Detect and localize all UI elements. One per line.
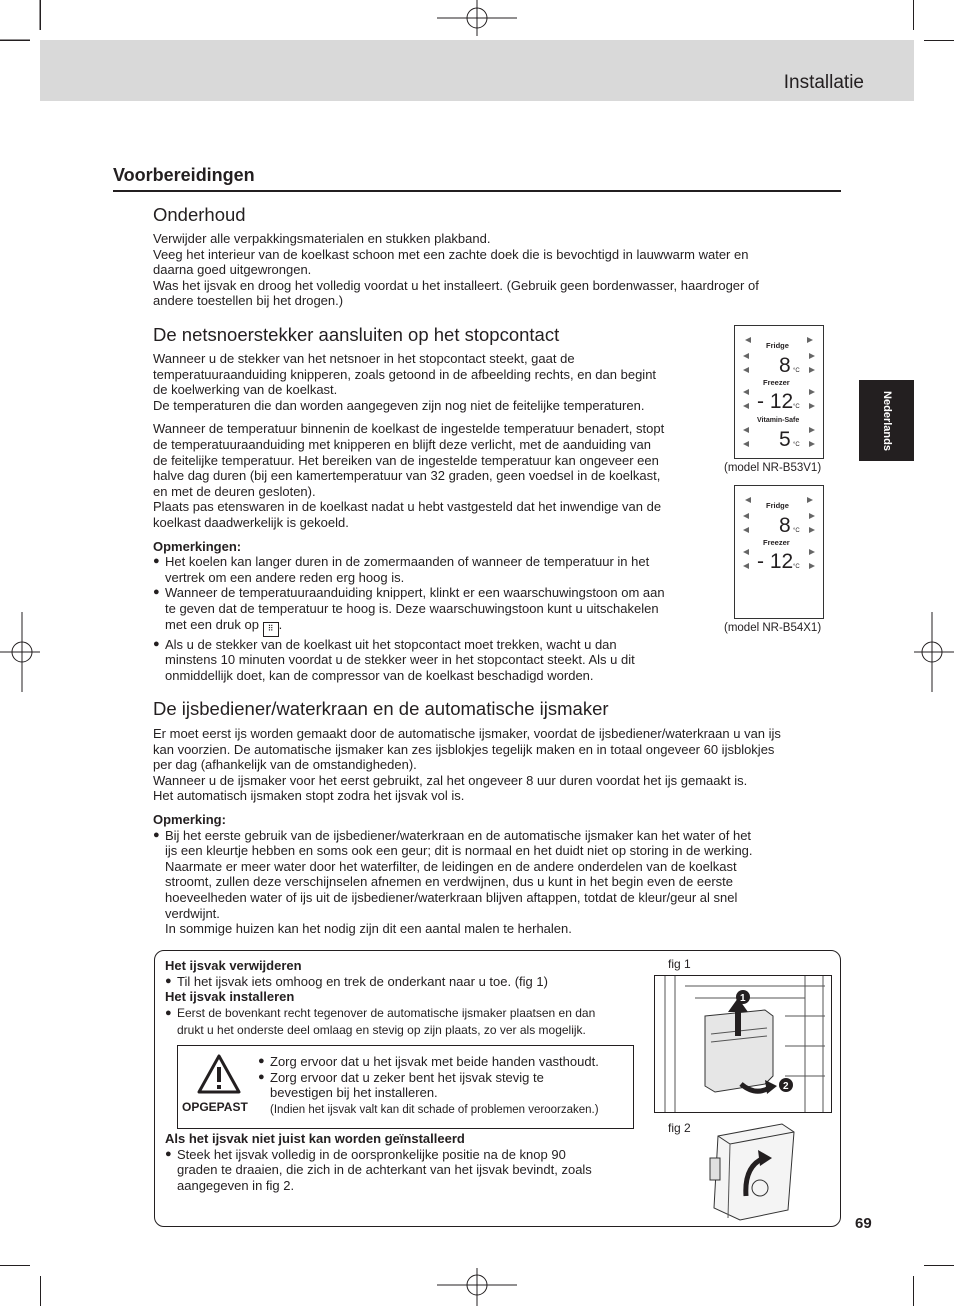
display-panel-b54x1 xyxy=(734,485,824,619)
remove-item xyxy=(165,974,655,990)
fig2-caption: fig 2 xyxy=(668,1121,691,1135)
text-line: Naarmate er meer water door het waterfilter, de leidingen en de andere onderdelen van de koelkast xyxy=(165,858,737,874)
text-fragment: . xyxy=(278,616,283,632)
fridge-temp: 8 xyxy=(779,354,791,377)
freezer-label: Freezer xyxy=(763,378,790,387)
warning-icon xyxy=(197,1054,241,1094)
text-line: drukt u het onderste deel omlaag en stevig op zijn plaats, zo ver als mogelijk. xyxy=(177,1022,586,1037)
section-title: Voorbereidingen xyxy=(113,165,255,185)
display-illustration xyxy=(735,326,823,458)
text-line: andere toestellen bij het drogen.) xyxy=(153,293,344,309)
note-title: Opmerking: xyxy=(153,811,226,827)
install-item xyxy=(165,1005,655,1039)
text-fragment: met een druk op xyxy=(165,616,259,632)
note-item xyxy=(153,637,723,684)
text-line: onmiddellijk doet, kan de compressor van de koelkast beschadigd worden. xyxy=(165,667,594,683)
ijsmaker-text xyxy=(153,726,845,937)
text-line: ● Wanneer de temperatuuraanduiding knippert, klinkt er een waarschuwingstoon om aan xyxy=(165,585,665,601)
text-line: ● Zorg ervoor dat u het ijsvak met beide handen vasthoudt. xyxy=(270,1054,599,1069)
fig2-illustration xyxy=(700,1118,800,1223)
note-item xyxy=(153,554,723,585)
ice-bin-remove-install xyxy=(165,958,655,1039)
page-number: 69 xyxy=(855,1215,872,1232)
freezer-temp: - 12 xyxy=(757,550,794,573)
unit-label: °C xyxy=(793,368,800,374)
text-line: daarna goed uitgewrongen. xyxy=(153,262,312,278)
text-line: Veeg het interieur van de koelkast schoon met een zachte doek die is bevochtigd in lauwwarm water en xyxy=(153,246,749,262)
text-line: koelkast daadwerkelijk is gekoeld. xyxy=(153,514,349,530)
remove-title: Het ijsvak verwijderen xyxy=(165,958,302,973)
freezer-temp: - 12 xyxy=(757,390,794,413)
text-line xyxy=(165,617,723,637)
onderhoud-heading: Onderhoud xyxy=(153,204,246,225)
vitamin-safe-label: Vitamin-Safe xyxy=(757,417,800,424)
note-item xyxy=(153,828,845,937)
install-title: Het ijsvak installeren xyxy=(165,989,295,1005)
text-line: De temperaturen die dan worden aangegeven zijn nog niet de feitelijke temperaturen. xyxy=(153,397,645,413)
text-line: temperatuuraanduiding knipperen, zoals getoond in de afbeelding rechts, en dan begint xyxy=(153,366,657,382)
unit-label: °C xyxy=(793,442,800,448)
unit-label: °C xyxy=(793,404,800,410)
netsnoer-heading: De netsnoerstekker aansluiten op het stopcontact xyxy=(153,324,560,345)
fig1-illustration xyxy=(654,975,832,1113)
text-line: kan voorzien. De automatische ijsmaker kan zes ijsblokjes tegelijk maken en in totaal ongeveer 60 ijsblokjes xyxy=(153,741,775,757)
text-line: per dag (afhankelijk van de omstandigheden). xyxy=(153,757,417,773)
ijsmaker-heading: De ijsbediener/waterkraan en de automatische ijsmaker xyxy=(153,698,609,719)
ice-bin-wrong-install xyxy=(165,1131,645,1193)
text-line: hoeveelheden water of ijs uit de ijsbediener/waterkraan blijven aftappen, totdat de kleur/geur al snel xyxy=(165,889,738,905)
header-bar xyxy=(40,40,914,101)
netsnoer-text xyxy=(153,351,723,683)
text-line: Wanneer u de ijsmaker voor het eerst gebruikt, zal het ongeveer 8 uur duren voordat het ijs gemaakt is. xyxy=(153,772,748,788)
text-line: vertrek om een andere reden erg hoog is. xyxy=(165,569,405,585)
text-line: Er moet eerst ijs worden gemaakt door de automatische ijsmaker, voordat de ijsbediener/waterkraan u van ijs xyxy=(153,726,781,741)
text-line: ● Zorg ervoor dat u zeker bent het ijsvak stevig te xyxy=(270,1069,544,1085)
vitamin-safe-temp: 5 xyxy=(779,428,791,451)
text-line: Was het ijsvak en droog het volledig voordat u het installeert. (Gebruik geen bordenwasser, haardroger of xyxy=(153,277,759,293)
alarm-button-icon: ⠿ xyxy=(263,622,279,637)
notes-title: Opmerkingen: xyxy=(153,538,242,554)
text-line: Wanneer u de stekker van het netsnoer in het stopcontact steekt, gaat de xyxy=(153,351,575,366)
language-tab xyxy=(859,380,914,461)
text-line: ● Bij het eerste gebruik van de ijsbediener/waterkraan en de automatische ijsmaker kan het water of het xyxy=(165,827,752,843)
text-line: de feitelijke temperatuur. Het bereiken van de ingestelde temperatuur kan ongeveer een xyxy=(153,452,659,468)
text-line: ijs een kleurtje hebben en soms ook een geur; dit is normaal en het duidt niet op storing in de werking. xyxy=(165,843,753,859)
freezer-label: Freezer xyxy=(763,538,790,547)
text-line: ● Steek het ijsvak volledig in de oorspronkelijke positie na de knop 90 xyxy=(177,1146,566,1162)
caution-item xyxy=(258,1070,628,1101)
fridge-label: Fridge xyxy=(766,501,789,510)
section-divider xyxy=(113,190,841,192)
chapter-title: Installatie xyxy=(783,72,864,93)
text-line: graden te draaien, die zich in de achterkant van het ijsvak bevindt, zoals xyxy=(177,1162,592,1178)
unit-label: °C xyxy=(793,528,800,534)
caution-item xyxy=(258,1054,628,1070)
text-line: de temperatuuraanduiding met knipperen en blijft deze verlicht, met de aanduiding van xyxy=(153,436,651,452)
text-line: In sommige huizen kan het nodig zijn dit een aantal malen te herhalen. xyxy=(165,921,572,937)
caution-box xyxy=(177,1045,634,1129)
text-line: Plaats pas etenswaren in de koelkast nadat u hebt vastgesteld dat het inwendige van de xyxy=(153,499,662,515)
text-line: bevestigen bij het installeren. xyxy=(270,1085,438,1101)
fridge-label: Fridge xyxy=(766,341,789,350)
fig1-caption: fig 1 xyxy=(668,957,691,971)
panel1-caption: (model NR-B53V1) xyxy=(724,462,822,474)
text-line: ● Til het ijsvak iets omhoog en trek de onderkant naar u toe. (fig 1) xyxy=(177,973,548,989)
text-line: ● Het koelen kan langer duren in de zomermaanden of wanneer de temperatuur in het xyxy=(165,554,650,570)
unit-label: °C xyxy=(793,564,800,570)
panel2-caption: (model NR-B54X1) xyxy=(724,622,822,634)
text-line: te geven dat de temperatuur te hoog is. Deze waarschuwingstoon kunt u uitschakelen xyxy=(165,600,659,616)
text-line: aangegeven in fig 2. xyxy=(177,1177,295,1193)
caution-text xyxy=(258,1054,628,1119)
ice-bin-knob-drawing xyxy=(700,1118,800,1223)
text-line: stroomt, zullen deze verschijnselen afnemen en verdwijnen, dus u kunt in het begin even de eerste xyxy=(165,874,734,890)
text-line: halve dag duren (bij een kamertemperatuur van 32 graden, geen voedsel in de koelkast, xyxy=(153,468,661,484)
caution-note: (Indien het ijsvak valt kan dit schade of problemen veroorzaken.) xyxy=(270,1103,599,1116)
caution-label: OPGEPAST xyxy=(182,1100,248,1114)
text-line: de koelwerking van de koelkast. xyxy=(153,382,338,398)
onderhoud-text xyxy=(153,231,843,309)
note-item xyxy=(153,585,723,636)
step-2-marker: 2 xyxy=(783,1081,789,1092)
text-line: ● Als u de stekker van de koelkast uit het stopcontact moet trekken, wacht u dan xyxy=(165,636,617,652)
text-line: verdwijnt. xyxy=(165,905,220,921)
text-line: Het automatisch ijsmaken stopt zodra het ijsvak vol is. xyxy=(153,788,465,804)
wrong-install-title: Als het ijsvak niet juist kan worden geïnstalleerd xyxy=(165,1131,465,1146)
text-line: en met de deuren gesloten). xyxy=(153,483,316,499)
text-line: ● Eerst de bovenkant recht tegenover de automatische ijsmaker plaatsen en dan xyxy=(177,1005,596,1020)
text-line: minstens 10 minuten voordat u de stekker weer in het stopcontact steekt. Als u dit xyxy=(165,652,635,668)
display-panel-b53v1 xyxy=(734,325,824,459)
fridge-temp: 8 xyxy=(779,514,791,537)
display-illustration xyxy=(735,486,823,618)
text-line: Verwijder alle verpakkingsmaterialen en stukken plakband. xyxy=(153,231,491,246)
text-line: Wanneer de temperatuur binnenin de koelkast de ingestelde temperatuur benadert, stopt xyxy=(153,421,665,437)
step-1-marker: 1 xyxy=(740,993,746,1004)
language-tab-label: Nederlands xyxy=(880,390,893,451)
wrong-install-item xyxy=(165,1147,645,1194)
ice-bin-removal-drawing xyxy=(655,976,831,1112)
